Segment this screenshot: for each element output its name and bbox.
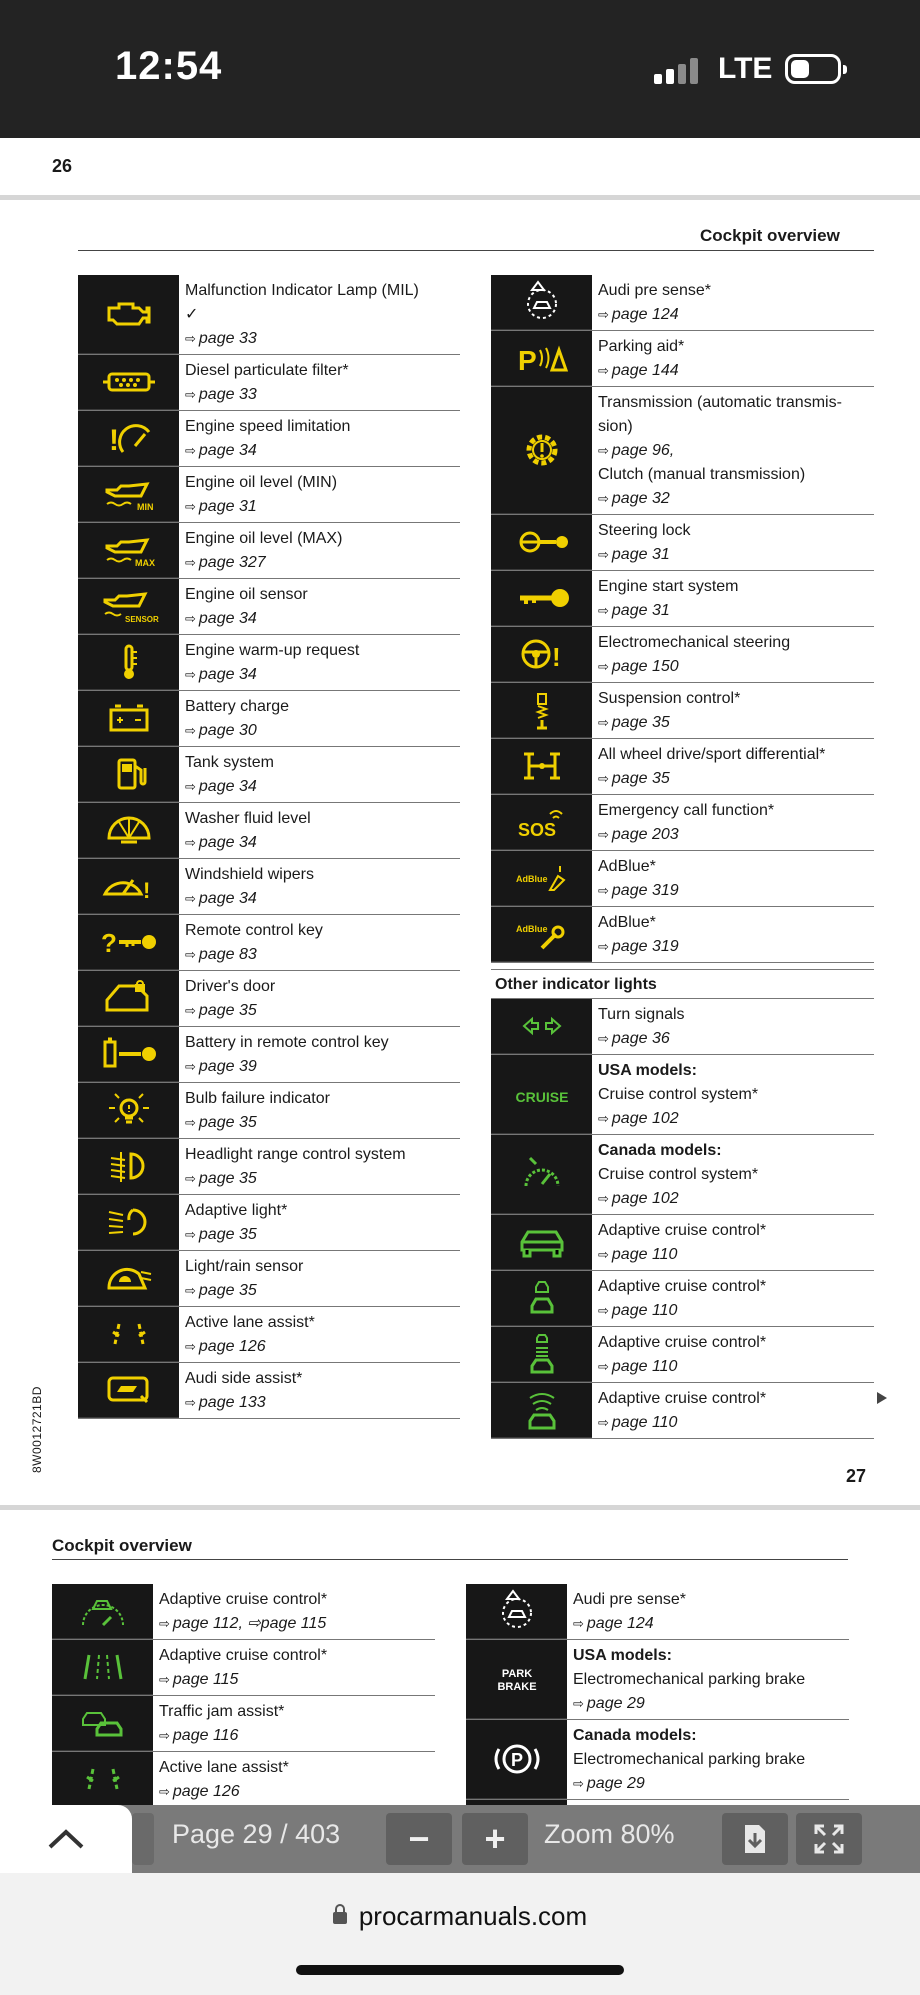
signal-icon bbox=[654, 58, 702, 84]
engine-icon bbox=[78, 275, 179, 354]
indicator-text bbox=[179, 411, 460, 466]
indicator-table-left bbox=[78, 275, 460, 1419]
indicator-row bbox=[78, 1083, 460, 1139]
indicator-label: Parking aid* bbox=[598, 338, 685, 355]
windshield-wiper-icon bbox=[78, 859, 179, 914]
indicator-row bbox=[78, 803, 460, 859]
indicator-row bbox=[52, 1640, 435, 1696]
indicator-label: All wheel drive/sport differential* bbox=[598, 746, 826, 763]
svg-text:?: ? bbox=[100, 928, 117, 958]
page-reference-link[interactable]: ⇨ page 96, bbox=[598, 439, 868, 463]
indicator-row bbox=[52, 1696, 435, 1752]
indicator-label: Adaptive light* bbox=[185, 1202, 288, 1219]
indicator-row bbox=[466, 1720, 849, 1800]
title-rule bbox=[52, 1559, 848, 1560]
page-reference-link[interactable]: ⇨ page 29 bbox=[573, 1692, 843, 1716]
indicator-label: Engine oil sensor bbox=[185, 586, 308, 603]
indicator-row bbox=[466, 1640, 849, 1720]
status-time: 12:54 bbox=[115, 44, 223, 88]
indicator-label: sion) bbox=[598, 418, 633, 435]
indicator-row bbox=[78, 1027, 460, 1083]
pre-sense-icon bbox=[491, 275, 592, 330]
page-indicator: Page 29 / 403 bbox=[172, 1819, 341, 1849]
indicator-row bbox=[78, 635, 460, 691]
page-reference-link[interactable]: ⇨ page 126 bbox=[159, 1780, 429, 1804]
indicator-text bbox=[179, 579, 460, 634]
indicator-label: Active lane assist* bbox=[185, 1314, 315, 1331]
url-text: procarmanuals.com bbox=[358, 1901, 588, 1931]
page-reference-link[interactable]: ⇨ page 102 bbox=[598, 1187, 868, 1211]
page-reference-link[interactable]: ⇨ page 32 bbox=[598, 487, 868, 511]
download-button[interactable] bbox=[722, 1813, 788, 1865]
indicator-text bbox=[592, 1135, 874, 1214]
indicator-text bbox=[592, 795, 874, 850]
page-reference-link[interactable]: ⇨ page 31 bbox=[185, 495, 454, 519]
cruise-speedo-icon bbox=[491, 1135, 592, 1214]
page-reference-link[interactable]: ⇨ page 110 bbox=[598, 1243, 868, 1267]
pdf-viewport[interactable] bbox=[0, 138, 920, 1808]
page-reference-link[interactable]: ⇨ page 34 bbox=[185, 831, 454, 855]
indicator-label: Engine speed limitation bbox=[185, 418, 351, 435]
indicator-row bbox=[491, 683, 874, 739]
indicator-label: Adaptive cruise control* bbox=[598, 1278, 767, 1295]
minus-icon: − bbox=[408, 1818, 430, 1859]
adblue-wrench-icon bbox=[491, 907, 592, 962]
indicator-row bbox=[491, 627, 874, 683]
key-battery-icon bbox=[78, 1027, 179, 1082]
svg-text:P: P bbox=[510, 1750, 523, 1770]
model-heading: USA models: bbox=[573, 1647, 672, 1664]
indicator-row bbox=[491, 739, 874, 795]
indicator-text bbox=[179, 1251, 460, 1306]
page-reference-link[interactable]: ⇨ page 110 bbox=[598, 1411, 868, 1435]
indicator-text bbox=[592, 739, 874, 794]
page-reference-link[interactable]: ⇨ page 35 bbox=[185, 1279, 454, 1303]
page-reference-link[interactable]: ⇨ page 34 bbox=[185, 775, 454, 799]
page-reference-link[interactable]: ⇨ page 34 bbox=[185, 607, 454, 631]
indicator-row bbox=[78, 355, 460, 411]
indicator-label: Adaptive cruise control* bbox=[598, 1334, 767, 1351]
page-reference-link[interactable]: ⇨ page 35 bbox=[185, 1167, 454, 1191]
indicator-table-left-2 bbox=[52, 1584, 435, 1808]
page-reference-link[interactable]: ⇨ page 150 bbox=[598, 655, 868, 679]
parking-aid-icon bbox=[491, 331, 592, 386]
zoom-in-button[interactable] bbox=[462, 1813, 528, 1865]
pre-sense-icon bbox=[466, 1584, 567, 1639]
indicator-row bbox=[466, 1584, 849, 1640]
battery-icon bbox=[78, 691, 179, 746]
turn-signals-icon bbox=[491, 999, 592, 1054]
indicator-text bbox=[179, 635, 460, 690]
status-bar bbox=[0, 0, 920, 138]
svg-text:PARK: PARK bbox=[501, 1668, 532, 1680]
page-reference-link[interactable]: ⇨ page 35 bbox=[185, 999, 454, 1023]
indicator-row bbox=[78, 275, 460, 355]
indicator-label: Active lane assist* bbox=[159, 1759, 289, 1776]
indicator-row bbox=[491, 571, 874, 627]
page-reference-link[interactable]: ⇨ page 31 bbox=[598, 599, 868, 623]
fullscreen-button[interactable] bbox=[796, 1813, 862, 1865]
indicator-row bbox=[78, 1139, 460, 1195]
indicator-text bbox=[153, 1696, 435, 1751]
svg-text:CRUISE: CRUISE bbox=[515, 1089, 568, 1105]
indicator-text bbox=[179, 1083, 460, 1138]
indicator-label: Bulb failure indicator bbox=[185, 1090, 330, 1107]
lane-assist-icon bbox=[78, 1307, 179, 1362]
indicator-label: Tank system bbox=[185, 754, 274, 771]
indicator-text bbox=[592, 1271, 874, 1326]
indicator-row bbox=[491, 1383, 874, 1439]
indicator-label: Engine oil level (MAX) bbox=[185, 530, 343, 547]
indicator-label: Battery charge bbox=[185, 698, 290, 715]
page-reference-link[interactable]: ⇨ page 35 bbox=[598, 711, 868, 735]
svg-text:MAX: MAX bbox=[134, 558, 155, 568]
indicator-text bbox=[179, 1363, 460, 1418]
indicator-table-right bbox=[491, 275, 874, 1439]
page-reference-link[interactable]: ⇨ page 36 bbox=[598, 1027, 868, 1051]
page-reference-link[interactable]: ⇨ page 116 bbox=[159, 1724, 429, 1748]
indicator-row bbox=[78, 579, 460, 635]
indicator-row bbox=[491, 999, 874, 1055]
page-reference-link[interactable]: ⇨ page 126 bbox=[185, 1335, 454, 1359]
indicator-label: Adaptive cruise control* bbox=[159, 1647, 328, 1664]
indicator-row bbox=[491, 515, 874, 571]
document-code: 8W0012721BD bbox=[30, 1386, 44, 1473]
indicator-text bbox=[179, 915, 460, 970]
page-reference-link[interactable]: ⇨ page 31 bbox=[598, 543, 868, 567]
indicator-label: Remote control key bbox=[185, 922, 323, 939]
browser-bar bbox=[0, 1873, 920, 1995]
indicator-text bbox=[179, 523, 460, 578]
chevron-up-icon bbox=[46, 1827, 86, 1851]
indicator-label: AdBlue* bbox=[598, 914, 656, 931]
oil-level-max-icon bbox=[78, 523, 179, 578]
svg-text:!: ! bbox=[551, 642, 561, 672]
page-reference-link[interactable]: ⇨ page 34 bbox=[185, 887, 454, 911]
indicator-label: Audi side assist* bbox=[185, 1370, 303, 1387]
address-bar[interactable] bbox=[0, 1901, 920, 1932]
indicator-row bbox=[491, 1215, 874, 1271]
page-reference-link[interactable]: ⇨ page 144 bbox=[598, 359, 868, 383]
indicator-text bbox=[592, 515, 874, 570]
page-reference-link[interactable]: ⇨ page 33 bbox=[185, 383, 454, 407]
indicator-row bbox=[491, 1055, 874, 1135]
bulb-failure-icon bbox=[78, 1083, 179, 1138]
page-reference-link[interactable]: ⇨ page 34 bbox=[185, 439, 454, 463]
page-reference-link[interactable]: ⇨ page 34 bbox=[185, 663, 454, 687]
acc-lanes-icon bbox=[52, 1640, 153, 1695]
page-reference-link[interactable]: ⇨ page 30 bbox=[185, 719, 454, 743]
indicator-row bbox=[491, 795, 874, 851]
indicator-text bbox=[179, 971, 460, 1026]
indicator-label: Steering lock bbox=[598, 522, 691, 539]
indicator-row bbox=[78, 747, 460, 803]
indicator-label: Emergency call function* bbox=[598, 802, 775, 819]
indicator-text bbox=[179, 747, 460, 802]
svg-text:AdBlue: AdBlue bbox=[515, 924, 547, 934]
home-indicator[interactable] bbox=[296, 1965, 624, 1975]
indicator-text bbox=[592, 1327, 874, 1382]
indicator-row bbox=[78, 1195, 460, 1251]
page-reference-link[interactable]: ⇨ page 124 bbox=[573, 1612, 843, 1636]
indicator-label: Electromechanical steering bbox=[598, 634, 791, 651]
page-reference-link[interactable]: ⇨ page 110 bbox=[598, 1355, 868, 1379]
page-reference-link[interactable]: ⇨ page 102 bbox=[598, 1107, 868, 1131]
indicator-label: Engine warm-up request bbox=[185, 642, 360, 659]
continue-arrow-icon bbox=[877, 1392, 887, 1404]
indicator-text bbox=[592, 627, 874, 682]
indicator-label: Electromechanical parking brake bbox=[573, 1671, 806, 1688]
indicator-label: Diesel particulate filter* bbox=[185, 362, 349, 379]
svg-text:!: ! bbox=[108, 424, 119, 457]
page-reference-link[interactable]: ⇨ page 112, ⇨page 115 bbox=[159, 1612, 429, 1636]
indicator-text bbox=[592, 275, 874, 330]
indicator-label: Adaptive cruise control* bbox=[598, 1390, 767, 1407]
indicator-label: Traffic jam assist* bbox=[159, 1703, 285, 1720]
lock-icon bbox=[333, 1912, 347, 1924]
svg-text:SENSOR: SENSOR bbox=[124, 615, 159, 624]
indicator-label: Headlight range control system bbox=[185, 1146, 406, 1163]
indicator-text bbox=[592, 387, 874, 514]
indicator-label: Windshield wipers bbox=[185, 866, 314, 883]
indicator-row bbox=[491, 275, 874, 331]
indicator-row bbox=[78, 915, 460, 971]
zoom-out-button[interactable] bbox=[386, 1813, 452, 1865]
indicator-label: Clutch (manual transmission) bbox=[598, 466, 806, 483]
indicator-label: Cruise control system* bbox=[598, 1166, 759, 1183]
indicator-text bbox=[179, 1307, 460, 1362]
indicator-text bbox=[179, 691, 460, 746]
svg-text:AdBlue: AdBlue bbox=[515, 874, 547, 884]
indicator-label: Battery in remote control key bbox=[185, 1034, 389, 1051]
model-heading: Canada models: bbox=[573, 1727, 697, 1744]
indicator-label: Suspension control* bbox=[598, 690, 741, 707]
indicator-label: Engine start system bbox=[598, 578, 739, 595]
indicator-row bbox=[78, 859, 460, 915]
indicator-row bbox=[52, 1584, 435, 1640]
drivers-door-icon bbox=[78, 971, 179, 1026]
indicator-text bbox=[592, 571, 874, 626]
pdf-toolbar bbox=[0, 1805, 920, 1873]
all-wheel-drive-icon bbox=[491, 739, 592, 794]
page-reference-link[interactable]: ⇨ page 203 bbox=[598, 823, 868, 847]
indicator-row bbox=[491, 331, 874, 387]
indicator-label: Light/rain sensor bbox=[185, 1258, 304, 1275]
indicator-text bbox=[179, 355, 460, 410]
page-reference-link[interactable]: ⇨ page 33 bbox=[185, 327, 454, 351]
indicator-text bbox=[592, 907, 874, 962]
svg-text:P: P bbox=[517, 345, 537, 376]
park-brake-p-icon bbox=[466, 1720, 567, 1799]
diesel-filter-icon bbox=[78, 355, 179, 410]
acc-speedo-icon bbox=[52, 1584, 153, 1639]
thermometer-icon bbox=[78, 635, 179, 690]
indicator-text bbox=[153, 1752, 435, 1807]
indicator-row bbox=[78, 1251, 460, 1307]
indicator-row bbox=[78, 1307, 460, 1363]
collapse-button[interactable] bbox=[0, 1805, 132, 1873]
fuel-pump-icon bbox=[78, 747, 179, 802]
oil-level-min-icon bbox=[78, 467, 179, 522]
suspension-icon bbox=[491, 683, 592, 738]
adaptive-light-icon bbox=[78, 1195, 179, 1250]
adblue-refill-icon bbox=[491, 851, 592, 906]
page-reference-link[interactable]: ⇨ page 35 bbox=[185, 1111, 454, 1135]
indicator-row bbox=[78, 691, 460, 747]
indicator-text bbox=[153, 1584, 435, 1639]
indicator-label: Engine oil level (MIN) bbox=[185, 474, 338, 491]
indicator-label: Audi pre sense* bbox=[573, 1591, 686, 1608]
indicator-label: Adaptive cruise control* bbox=[598, 1222, 767, 1239]
page-number-26: 26 bbox=[52, 156, 73, 176]
indicator-row bbox=[78, 1363, 460, 1419]
indicator-text bbox=[179, 1195, 460, 1250]
oil-sensor-icon bbox=[78, 579, 179, 634]
section-title: Cockpit overview bbox=[700, 226, 840, 245]
page-reference-link[interactable]: ⇨ page 39 bbox=[185, 1055, 454, 1079]
indicator-label: ✓ bbox=[185, 306, 199, 323]
page-reference-link[interactable]: ⇨ page 319 bbox=[598, 879, 868, 903]
download-icon bbox=[741, 1823, 769, 1855]
indicator-text bbox=[567, 1720, 849, 1799]
indicator-text bbox=[179, 1139, 460, 1194]
page-reference-link[interactable]: ⇨ page 133 bbox=[185, 1391, 454, 1415]
indicator-row bbox=[491, 1327, 874, 1383]
indicator-row bbox=[491, 907, 874, 963]
page-reference-link[interactable]: ⇨ page 327 bbox=[185, 551, 454, 575]
model-heading: USA models: bbox=[598, 1062, 697, 1079]
indicator-label: Transmission (automatic transmis- bbox=[598, 394, 842, 411]
headlight-range-icon bbox=[78, 1139, 179, 1194]
indicator-label: Washer fluid level bbox=[185, 810, 311, 827]
acc-distance-icon bbox=[491, 1327, 592, 1382]
svg-text:!: ! bbox=[142, 878, 150, 903]
indicator-row bbox=[78, 411, 460, 467]
sos-icon bbox=[491, 795, 592, 850]
other-indicator-heading: Other indicator lights bbox=[491, 969, 874, 999]
side-assist-icon bbox=[78, 1363, 179, 1418]
page-reference-link[interactable]: ⇨ page 124 bbox=[598, 303, 868, 327]
indicator-label: Turn signals bbox=[598, 1006, 685, 1023]
indicator-text bbox=[592, 683, 874, 738]
indicator-text bbox=[179, 803, 460, 858]
network-label: LTE bbox=[718, 52, 773, 85]
indicator-label: Cruise control system* bbox=[598, 1086, 759, 1103]
indicator-text bbox=[179, 1027, 460, 1082]
remote-key-icon bbox=[78, 915, 179, 970]
indicator-text bbox=[592, 1055, 874, 1134]
indicator-label: Audi pre sense* bbox=[598, 282, 711, 299]
start-key-icon bbox=[491, 571, 592, 626]
indicator-label: Driver's door bbox=[185, 978, 276, 995]
svg-text:MIN: MIN bbox=[136, 502, 153, 512]
indicator-text bbox=[592, 1215, 874, 1270]
title-rule bbox=[78, 250, 874, 251]
model-heading: Canada models: bbox=[598, 1142, 722, 1159]
engine-speed-limit-icon bbox=[78, 411, 179, 466]
indicator-text bbox=[592, 851, 874, 906]
svg-text:BRAKE: BRAKE bbox=[496, 1681, 537, 1693]
indicator-row bbox=[78, 971, 460, 1027]
indicator-text bbox=[592, 331, 874, 386]
page-separator bbox=[0, 1505, 920, 1510]
indicator-label: AdBlue* bbox=[598, 858, 656, 875]
indicator-row bbox=[491, 387, 874, 515]
indicator-row bbox=[52, 1752, 435, 1808]
steering-lock-icon bbox=[491, 515, 592, 570]
battery-icon bbox=[785, 54, 841, 84]
transmission-gear-icon bbox=[491, 387, 592, 514]
svg-text:SOS: SOS bbox=[517, 820, 556, 840]
indicator-text bbox=[592, 999, 874, 1054]
section-title-2: Cockpit overview bbox=[52, 1536, 192, 1555]
indicator-row bbox=[78, 523, 460, 579]
page-reference-link[interactable]: ⇨ page 35 bbox=[185, 1223, 454, 1247]
fullscreen-icon bbox=[813, 1823, 845, 1855]
indicator-row bbox=[78, 467, 460, 523]
lane-assist-green-icon bbox=[52, 1752, 153, 1807]
page-reference-link[interactable]: ⇨ page 319 bbox=[598, 935, 868, 959]
indicator-text bbox=[179, 275, 460, 354]
indicator-text bbox=[153, 1640, 435, 1695]
washer-fluid-icon bbox=[78, 803, 179, 858]
indicator-row bbox=[491, 851, 874, 907]
light-rain-sensor-icon bbox=[78, 1251, 179, 1306]
page-separator bbox=[0, 195, 920, 200]
indicator-text bbox=[567, 1584, 849, 1639]
cruise-icon bbox=[491, 1055, 592, 1134]
page-reference-link[interactable]: ⇨ page 35 bbox=[598, 767, 868, 791]
indicator-text bbox=[179, 467, 460, 522]
indicator-text bbox=[179, 859, 460, 914]
indicator-row bbox=[491, 1271, 874, 1327]
acc-two-cars-icon bbox=[491, 1271, 592, 1326]
prev-page-button[interactable] bbox=[132, 1813, 154, 1865]
indicator-label: Electromechanical parking brake bbox=[573, 1751, 806, 1768]
indicator-label: Adaptive cruise control* bbox=[159, 1591, 328, 1608]
page-reference-link[interactable]: ⇨ page 115 bbox=[159, 1668, 429, 1692]
indicator-row bbox=[491, 1135, 874, 1215]
zoom-indicator: Zoom 80% bbox=[544, 1819, 675, 1849]
traffic-jam-icon bbox=[52, 1696, 153, 1751]
page-reference-link[interactable]: ⇨ page 29 bbox=[573, 1772, 843, 1796]
acc-radar-icon bbox=[491, 1383, 592, 1438]
park-brake-text-icon bbox=[466, 1640, 567, 1719]
electromechanical-steering-icon bbox=[491, 627, 592, 682]
page-reference-link[interactable]: ⇨ page 83 bbox=[185, 943, 454, 967]
page-number-27: 27 bbox=[846, 1466, 867, 1486]
indicator-text bbox=[592, 1383, 874, 1438]
plus-icon: + bbox=[484, 1818, 506, 1859]
indicator-text bbox=[567, 1640, 849, 1719]
indicator-label: Malfunction Indicator Lamp (MIL) bbox=[185, 282, 419, 299]
page-reference-link[interactable]: ⇨ page 110 bbox=[598, 1299, 868, 1323]
acc-car-icon bbox=[491, 1215, 592, 1270]
